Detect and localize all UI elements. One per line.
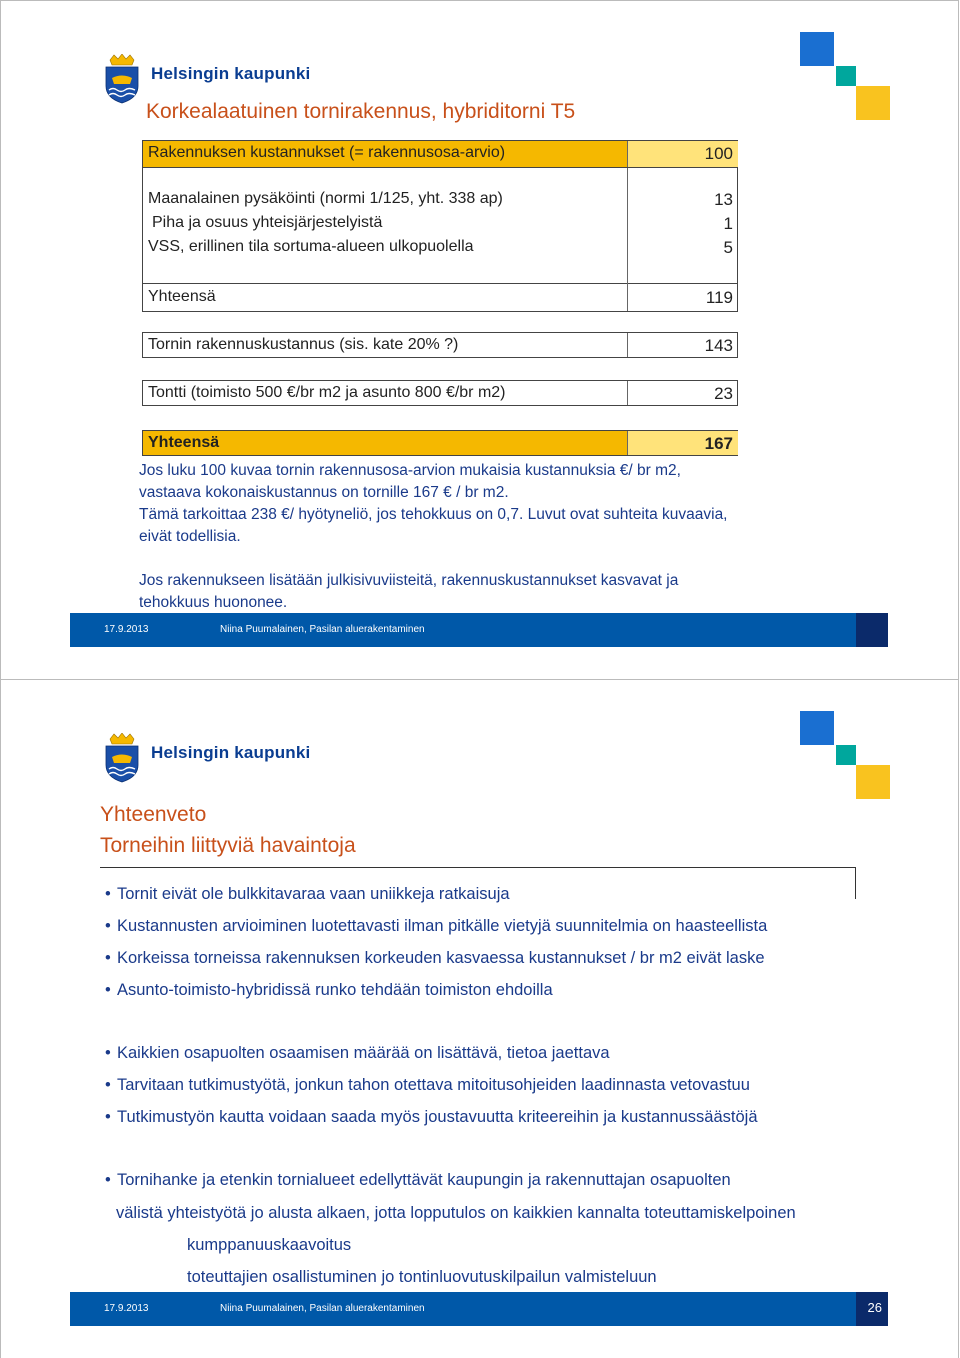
text-line: tehokkuus huononee. <box>139 594 288 611</box>
slide-border <box>0 0 1 679</box>
table-row-value: 23 <box>714 384 733 403</box>
brand-name: Helsingin kaupunki <box>151 64 311 83</box>
decorative-square <box>856 86 890 120</box>
bullet-item: • Tutkimustyön kautta voidaan saada myös joustavuutta kriteereihin ja kustannussäästöjä <box>105 1108 758 1126</box>
table-row <box>142 284 738 312</box>
table-row <box>142 332 738 358</box>
table-row-label: Tornin rakennuskustannus (sis. kate 20% ?) <box>148 336 459 353</box>
text-line: Jos luku 100 kuvaa tornin rakennusosa-arvion mukaisia kustannuksia €/ br m2, <box>139 462 681 479</box>
footer-date: 17.9.2013 <box>104 1303 149 1314</box>
table-row-value: 100 <box>704 144 733 163</box>
text-line: eivät todellisia. <box>139 528 241 545</box>
slide-2 <box>0 679 960 1358</box>
explanation-paragraph <box>139 460 728 548</box>
bullet-item: • Kaikkien osapuolten osaamisen määrää on lisättävä, tietoa jaettava <box>105 1044 610 1062</box>
bullet-item: • Tornit eivät ole bulkkitavaraa vaan uniikkeja ratkaisuja <box>105 885 510 903</box>
bullet-item: • Kustannusten arvioiminen luotettavasti ilman pitkälle vietyjä suunnitelmia on haasteellista <box>105 917 768 935</box>
table-row-label: Yhteensä <box>148 288 216 305</box>
slide-title: Yhteenveto <box>100 803 207 826</box>
text-line: vastaava kokonaiskustannus on tornille 167 € / br m2. <box>139 484 509 501</box>
cost-table <box>142 140 738 456</box>
content-frame-line <box>855 867 856 899</box>
table-divider <box>627 284 628 311</box>
table-row-value: 5 <box>723 238 733 257</box>
page-number: 26 <box>867 1300 882 1315</box>
bullet-item: • Korkeissa torneissa rakennuksen korkeuden kasvaessa kustannukset / br m2 eivät laske <box>105 949 765 967</box>
slide-footer <box>70 613 888 647</box>
table-row-label: VSS, erillinen tila sortuma-alueen ulkopuolella <box>148 238 474 255</box>
text-line: Jos rakennukseen lisätään julkisivuviisteitä, rakennuskustannukset kasvavat ja <box>139 572 679 589</box>
table-row-value: 13 <box>714 190 733 209</box>
bullet-continuation: välistä yhteistyötä jo alusta alkaen, jotta lopputulos on kaikkien kannalta toteuttamiskelpoinen <box>116 1204 796 1222</box>
table-row-label: Tontti (toimisto 500 €/br m2 ja asunto 800 €/br m2) <box>148 384 506 401</box>
slide-border <box>0 679 958 680</box>
bullet-item: • Tornihanke ja etenkin tornialueet edellyttävät kaupungin ja rakennuttajan osapuolten <box>105 1171 731 1189</box>
table-row-total <box>142 430 738 456</box>
text-line: Tämä tarkoittaa 238 €/ hyötyneliö, jos tehokkuus on 0,7. Luvut ovat suhteita kuvaavia, <box>139 506 728 523</box>
table-row-label: Rakennuksen kustannukset (= rakennusosa-arvio) <box>148 144 506 161</box>
table-row-label: Piha ja osuus yhteisjärjestelyistä <box>152 214 383 231</box>
slide-border <box>958 0 959 679</box>
slide-border <box>0 679 1 1358</box>
table-row <box>142 380 738 406</box>
slide-footer <box>70 1292 888 1326</box>
content-frame-line <box>100 867 856 868</box>
helsinki-crest-icon <box>104 733 140 783</box>
bullet-item: • Tarvitaan tutkimustyötä, jonkun tahon otettava mitoitusohjeiden laadinnasta vetovastuu <box>105 1076 750 1094</box>
sub-item: toteuttajien osallistuminen jo tontinluovutuskilpailun valmisteluun <box>187 1268 657 1286</box>
table-row-highlight <box>142 140 738 168</box>
brand-name: Helsingin kaupunki <box>151 743 311 762</box>
note-paragraph <box>139 570 678 614</box>
table-divider <box>627 168 628 284</box>
footer-author: Niina Puumalainen, Pasilan aluerakentaminen <box>220 1303 425 1314</box>
table-divider <box>627 333 628 357</box>
footer-author: Niina Puumalainen, Pasilan aluerakentaminen <box>220 624 425 635</box>
slide-title: Korkealaatuinen tornirakennus, hybriditorni T5 <box>146 100 576 123</box>
table-row-label: Maanalainen pysäköinti (normi 1/125, yht. 338 ap) <box>148 190 503 207</box>
footer-page-box <box>856 613 888 647</box>
slide-subtitle: Torneihin liittyviä havaintoja <box>100 834 356 857</box>
table-row-value: 143 <box>704 336 733 355</box>
bullet-item: • Asunto-toimisto-hybridissä runko tehdään toimiston ehdoilla <box>105 981 553 999</box>
decorative-square <box>836 66 856 86</box>
footer-page-box <box>856 1292 888 1326</box>
table-row-value: 119 <box>705 288 733 307</box>
sub-item: kumppanuuskaavoitus <box>187 1236 352 1254</box>
decorative-square <box>800 711 834 745</box>
table-divider <box>627 381 628 405</box>
decorative-square <box>800 32 834 66</box>
footer-date: 17.9.2013 <box>104 624 149 635</box>
table-row-value: 167 <box>704 434 733 453</box>
slide-border <box>0 0 958 1</box>
table-row-value: 1 <box>723 214 733 233</box>
table-block <box>142 168 738 284</box>
table-row-label: Yhteensä <box>148 434 220 451</box>
helsinki-crest-icon <box>104 54 140 104</box>
decorative-square <box>856 765 890 799</box>
decorative-square <box>836 745 856 765</box>
slide-border <box>958 679 959 1358</box>
